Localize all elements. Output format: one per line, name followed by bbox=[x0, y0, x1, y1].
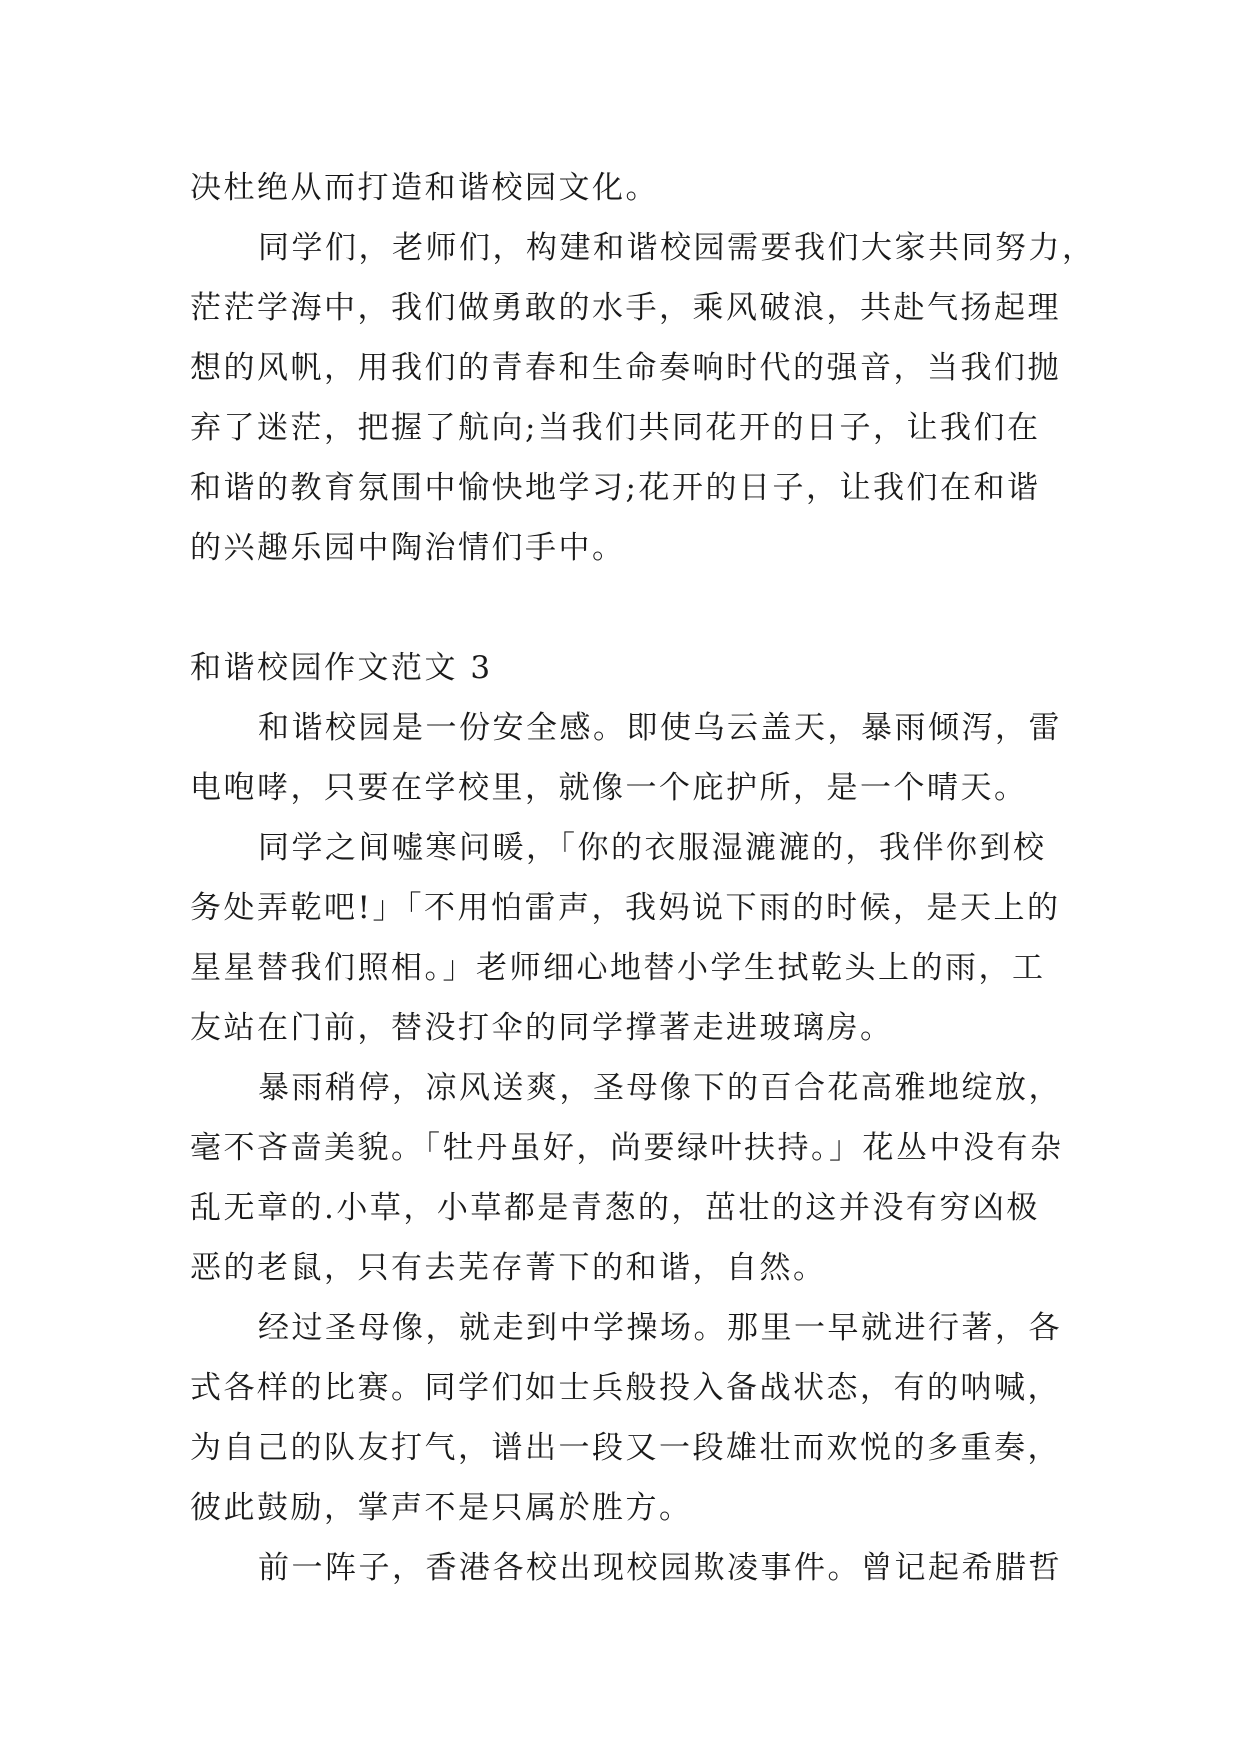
document-body bbox=[190, 158, 1096, 1598]
text-line: 务处弄乾吧!」「不用怕雷声，我妈说下雨的时候，是天上的 bbox=[190, 890, 1061, 926]
text-line: 恶的老鼠，只有去芜存菁下的和谐，自然。 bbox=[190, 1250, 827, 1286]
text-line: 同学之间嘘寒问暖，「你的衣服湿漉漉的，我伴你到校 bbox=[258, 830, 1047, 866]
text-line: 毫不吝啬美貌。「牡丹虽好，尚要绿叶扶持。」花丛中没有杂 bbox=[190, 1130, 1064, 1166]
text-line: 星星替我们照相。」老师细心地替小学生拭乾头上的雨，工 bbox=[190, 950, 1046, 986]
paragraph-5 bbox=[190, 1538, 1070, 1598]
paragraph-3 bbox=[190, 1058, 1070, 1298]
text-line: 经过圣母像，就走到中学操场。那里一早就进行著，各 bbox=[258, 1310, 1062, 1346]
text-line: 同学们，老师们，构建和谐校园需要我们大家共同努力， bbox=[258, 230, 1096, 266]
text-line: 为自己的队友打气，谱出一段又一段雄壮而欢悦的多重奏， bbox=[190, 1430, 1061, 1466]
text-line: 电咆哮，只要在学校里，就像一个庇护所，是一个晴天。 bbox=[190, 770, 1028, 806]
paragraph-intro-continuation bbox=[190, 158, 1070, 218]
text-line: 的兴趣乐园中陶治情们手中。 bbox=[190, 530, 626, 566]
paragraph-call-to-action bbox=[190, 218, 1096, 578]
text-line: 前一阵子，香港各校出现校园欺凌事件。曾记起希腊哲 bbox=[258, 1550, 1062, 1586]
text-line: 想的风帆，用我们的青春和生命奏响时代的强音，当我们抛 bbox=[190, 350, 1061, 386]
section-title: 和谐校园作文范文 3 bbox=[190, 650, 493, 686]
text-line: 决杜绝从而打造和谐校园文化。 bbox=[190, 170, 659, 206]
text-line: 友站在门前，替没打伞的同学撑著走进玻璃房。 bbox=[190, 1010, 894, 1046]
paragraph-4 bbox=[190, 1298, 1070, 1538]
text-line: 暴雨稍停，凉风送爽，圣母像下的百合花高雅地绽放， bbox=[258, 1070, 1062, 1106]
text-line: 式各样的比赛。同学们如士兵般投入备战状态，有的呐喊， bbox=[190, 1370, 1061, 1406]
section-spacer bbox=[190, 578, 1070, 638]
text-line: 和谐的教育氛围中愉快地学习;花开的日子，让我们在和谐 bbox=[190, 470, 1041, 506]
text-line: 弃了迷茫，把握了航向;当我们共同花开的日子，让我们在 bbox=[190, 410, 1041, 446]
text-line: 彼此鼓励，掌声不是只属於胜方。 bbox=[190, 1490, 693, 1526]
paragraph-2 bbox=[190, 818, 1070, 1058]
paragraph-1 bbox=[190, 698, 1070, 818]
text-line: 乱无章的.小草，小草都是青葱的，茁壮的这并没有穷凶极 bbox=[190, 1190, 1040, 1226]
text-line: 茫茫学海中，我们做勇敢的水手，乘风破浪，共赴气扬起理 bbox=[190, 290, 1061, 326]
text-line: 和谐校园是一份安全感。即使乌云盖天，暴雨倾泻，雷 bbox=[258, 710, 1062, 746]
